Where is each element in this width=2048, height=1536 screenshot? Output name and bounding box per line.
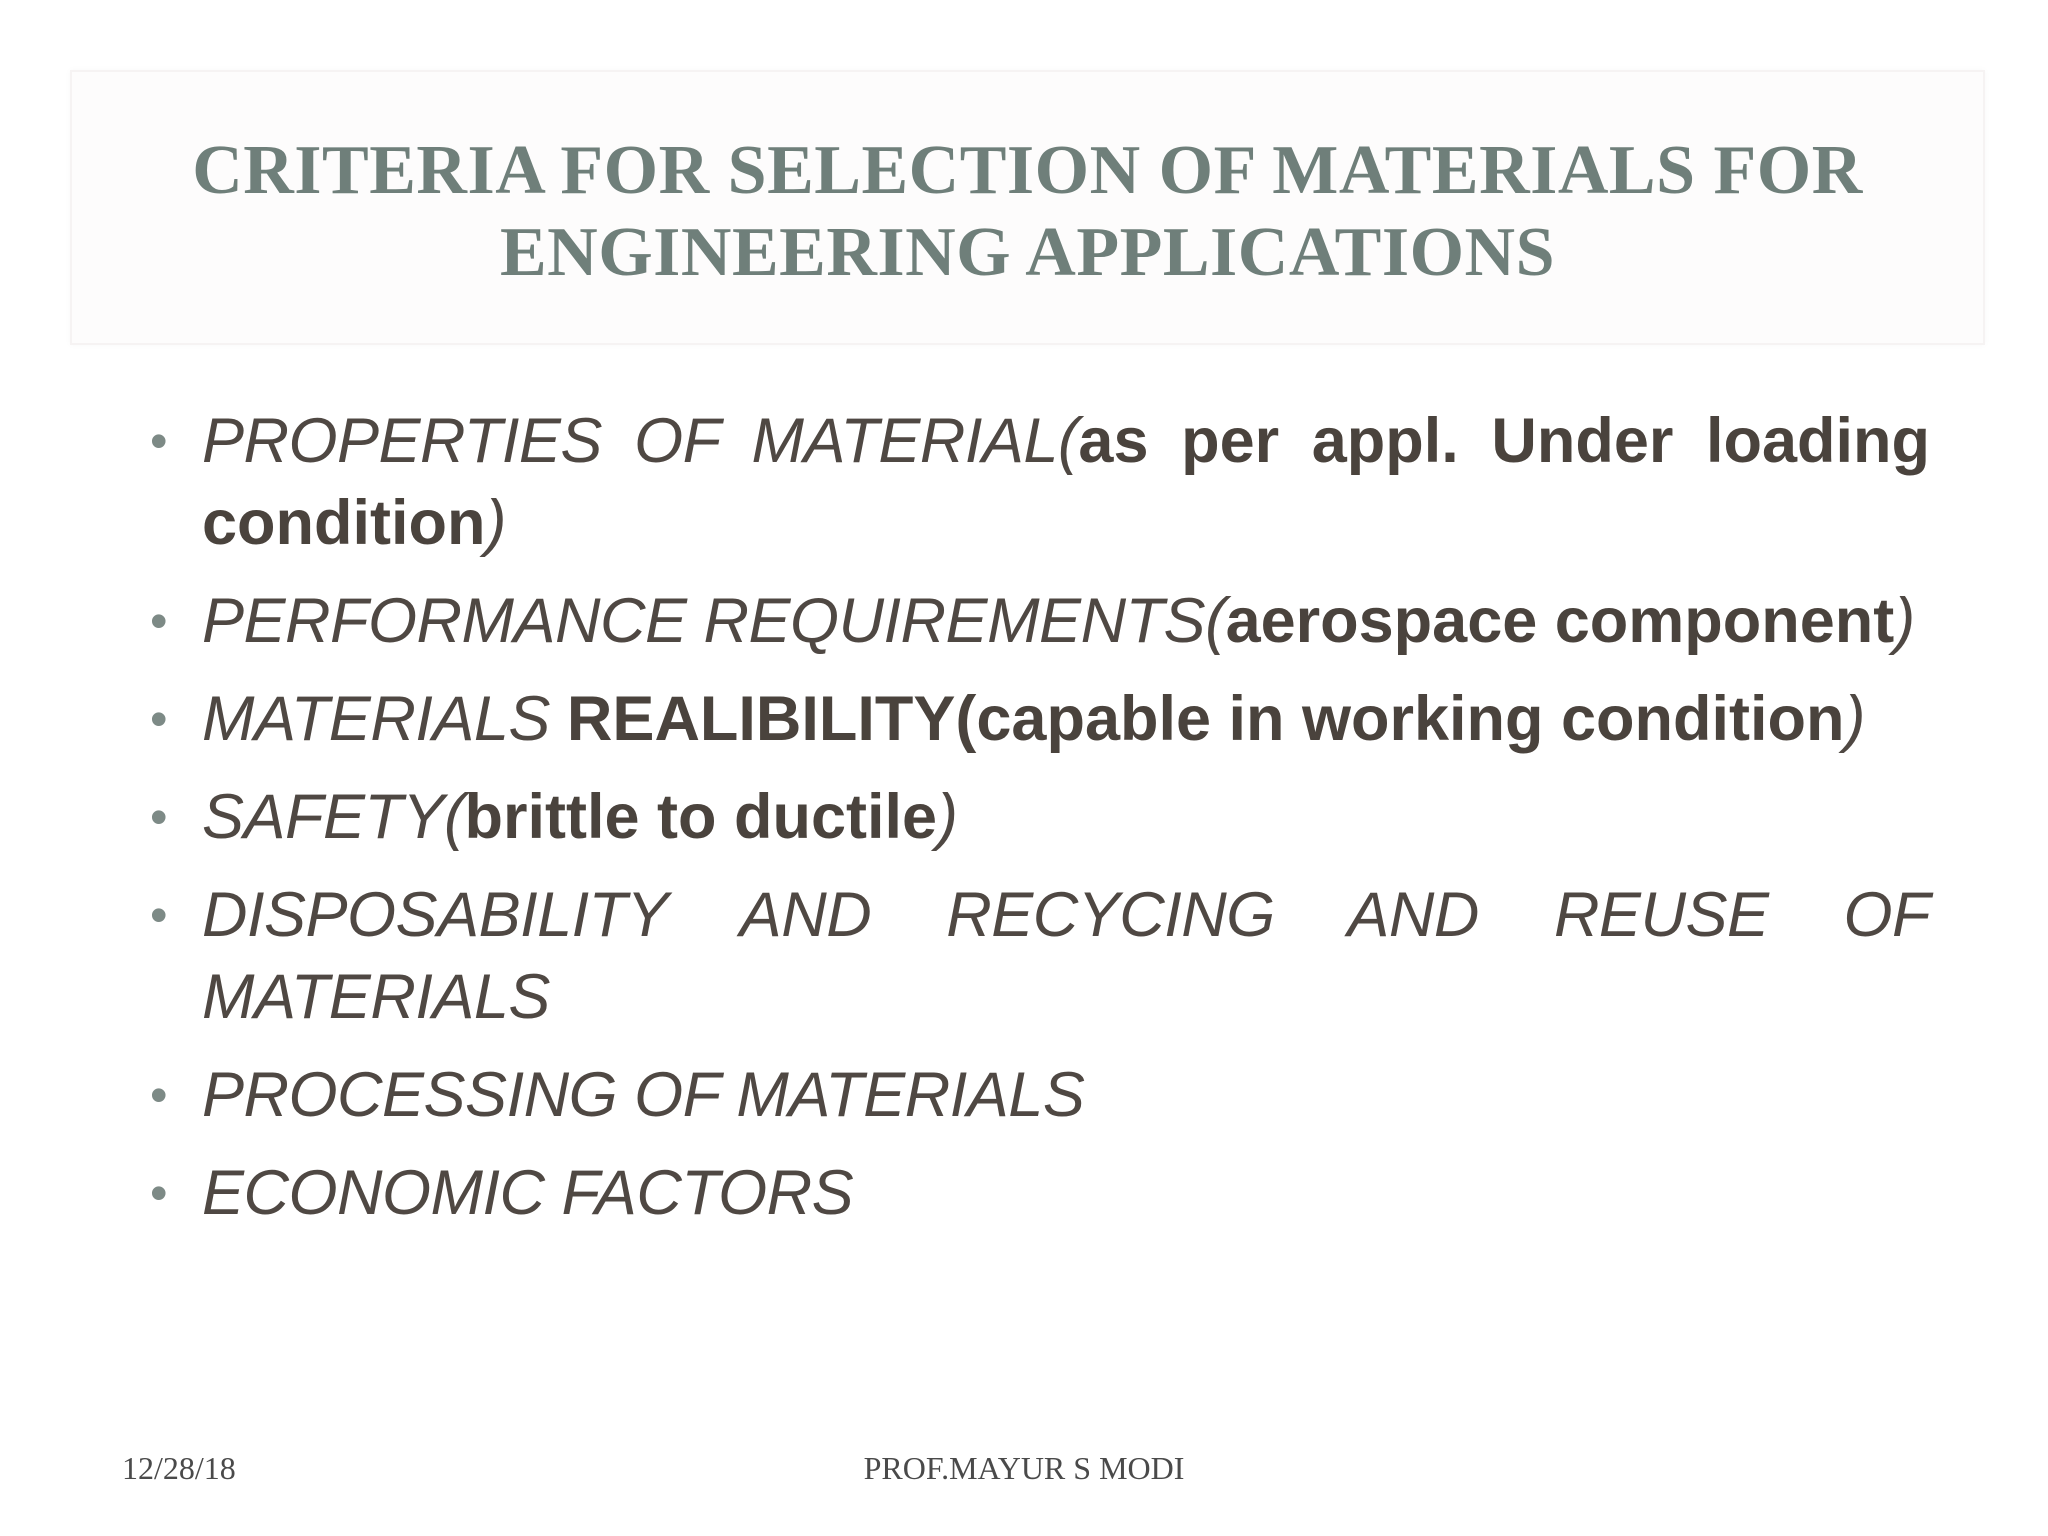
bullet-item-disposability	[140, 874, 1930, 1038]
bullet-detail: brittle to ductile	[464, 782, 938, 852]
bullet-close: )	[1894, 586, 1916, 656]
slide-title	[70, 130, 1985, 294]
bullet-icon: •	[150, 691, 168, 747]
bullet-detail: as per appl. Under loading condition	[202, 406, 1930, 558]
title-line-1: CRITERIA FOR SELECTION OF MATERIALS FOR	[192, 132, 1863, 209]
bullet-lead: ECONOMIC FACTORS	[202, 1158, 854, 1228]
bullet-lead: PROCESSING OF MATERIALS	[202, 1060, 1085, 1130]
bullet-lead: PERFORMANCE REQUIREMENTS(	[202, 586, 1226, 656]
bullet-icon: •	[150, 413, 168, 469]
bullet-icon: •	[150, 887, 168, 943]
title-line-2: ENGINEERING APPLICATIONS	[499, 214, 1556, 291]
bullet-icon: •	[150, 1067, 168, 1123]
bullet-item-properties	[140, 400, 1930, 564]
bullet-item-safety	[140, 776, 1930, 858]
bullet-lead: SAFETY(	[202, 782, 465, 852]
bullet-close: )	[1844, 684, 1866, 754]
bullet-close: )	[485, 488, 507, 558]
bullet-icon: •	[150, 789, 168, 845]
bullet-item-reliability	[140, 678, 1930, 760]
footer-author: PROF.MAYUR S MODI	[863, 1450, 1185, 1486]
bullet-icon: •	[150, 1165, 168, 1221]
bullet-item-economic	[140, 1152, 1930, 1234]
bullet-lead: PROPERTIES OF MATERIAL(	[202, 406, 1079, 476]
bullet-detail: aerospace component	[1225, 586, 1895, 656]
bullet-close: )	[937, 782, 959, 852]
bullet-item-processing	[140, 1054, 1930, 1136]
footer-date: 12/28/18	[122, 1450, 236, 1486]
bullet-item-performance	[140, 580, 1930, 662]
bullet-lead: DISPOSABILITY AND RECYCING AND REUSE OF MATERIALS	[202, 880, 1930, 1032]
slide-content	[140, 400, 1930, 1250]
bullet-detail: REALIBILITY(capable in working condition	[566, 684, 1845, 754]
bullet-lead: MATERIALS	[202, 684, 567, 754]
bullet-list	[140, 400, 1930, 1234]
bullet-icon: •	[150, 593, 168, 649]
